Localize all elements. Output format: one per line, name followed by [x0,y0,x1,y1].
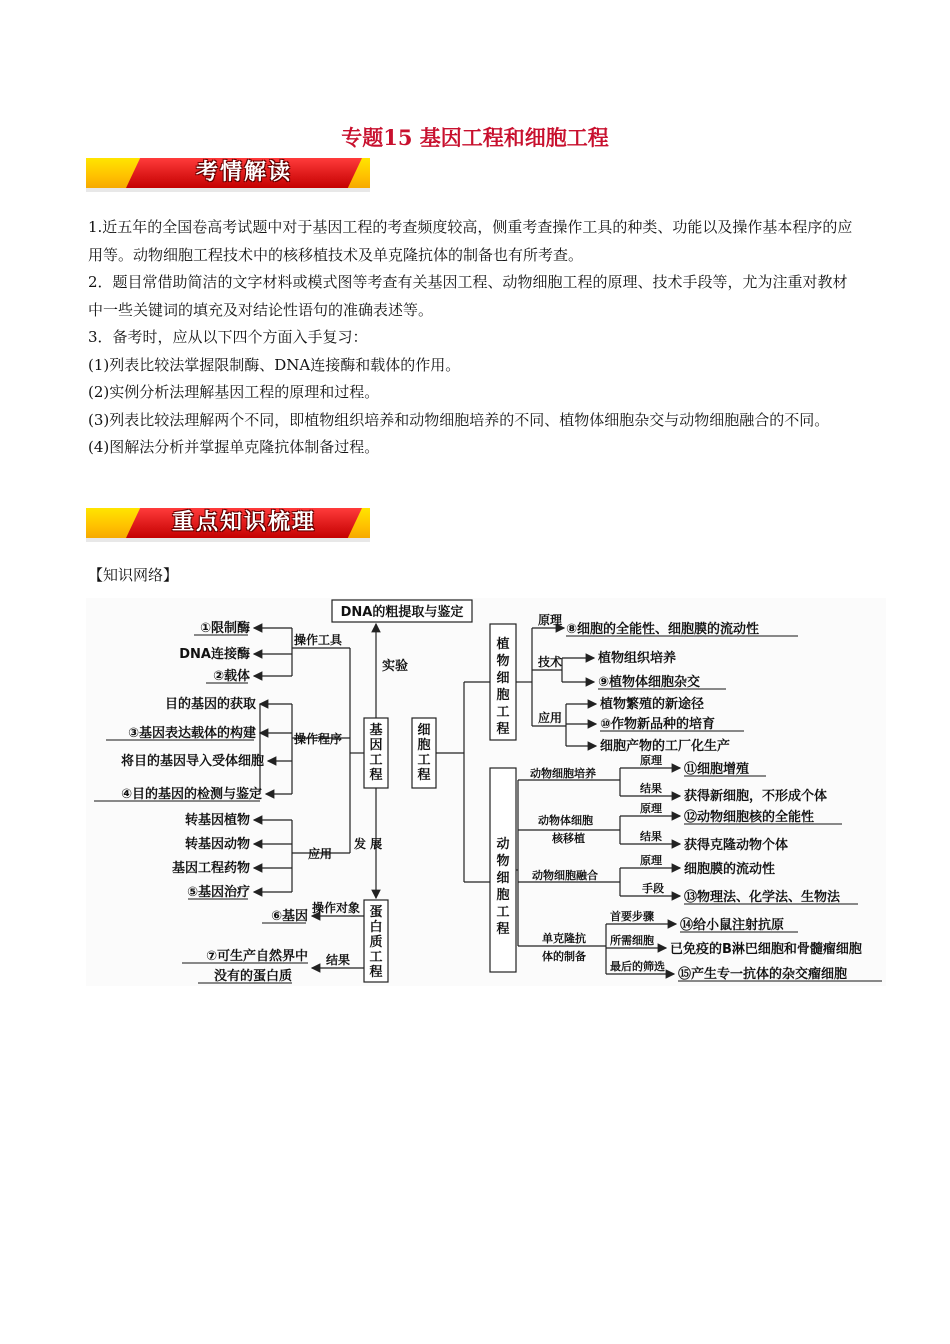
mindmap-svg [86,598,886,986]
plant-cell-engineering-label: 植物细胞工程 [496,637,510,737]
mab-cells-label: 所需细胞 [610,934,654,947]
operate-object-label: 操作对象 [312,901,361,915]
nuclear-principle-label: 原理 [640,802,662,815]
plant-tech-item-2: ⑨植物体细胞杂交 [598,675,701,690]
mab-label-1: 单克隆抗 [542,932,586,945]
fusion-method-label: 手段 [642,882,664,895]
paragraph-5: (2)实例分析法理解基因工程的原理和过程。 [88,383,380,401]
nuclear-label-2: 核移植 [552,832,585,845]
development-label: 发 展 [354,837,383,851]
mab-step-value: ⑭给小鼠注射抗原 [680,918,785,933]
knowledge-network-diagram [86,598,886,986]
experiment-label: 实验 [382,659,409,674]
application-label: 应用 [308,847,333,861]
tool-item-3: ②载体 [212,669,250,684]
culture-principle-value: ⑪细胞增殖 [684,762,750,777]
banner-label: 考情解读 [195,160,292,185]
banner-shadow [86,188,370,192]
tool-item-1: ①限制酶 [199,621,250,636]
plant-principle-label: 原理 [538,613,563,627]
paragraph-6: (3)列表比较法理解两个不同，即植物组织培养和动物细胞培养的不同、植物体细胞杂交与动物细胞融合的不同。 [88,410,830,429]
mab-screen-label: 最后的筛选 [610,960,665,973]
exam-analysis-text [88,214,858,462]
plant-apply-item-1: 植物繁殖的新途径 [600,697,705,712]
mab-screen-value: ⑮产生专一抗体的杂交瘤细胞 [678,967,848,982]
nuclear-result-value: 获得克隆动物个体 [684,838,789,853]
procedure-item-4: ④目的基因的检测与鉴定 [120,787,262,802]
mab-label-2: 体的制备 [542,950,586,963]
culture-label: 动物细胞培养 [530,767,596,780]
fusion-method-value: ⑬物理法、化学法、生物法 [684,890,841,905]
fusion-principle-label: 原理 [640,854,662,867]
tool-item-2: DNA连接酶 [179,647,250,662]
knowledge-network-label: 【知识网络】 [88,566,179,584]
page-title: 专题15 基因工程和细胞工程 [341,125,609,150]
section-banner-key-knowledge [86,508,370,542]
tools-label: 操作工具 [294,633,343,647]
application-item-2: 转基因动物 [184,837,250,852]
gene-engineering-label: 基因工程 [369,723,383,783]
fusion-label: 动物细胞融合 [532,869,598,882]
fusion-principle-value: 细胞膜的流动性 [684,862,776,877]
nuclear-label-1: 动物体细胞 [538,814,593,827]
protein-engineering-label: 蛋白质工程 [369,905,383,980]
procedure-item-3: 将目的基因导入受体细胞 [120,754,264,769]
section-banner-exam-analysis [86,158,370,192]
nuclear-result-label: 结果 [640,830,662,843]
protein-result-line-1: ⑦可生产自然界中 [205,949,308,964]
plant-tech-item-1: 植物组织培养 [598,651,677,666]
paragraph-4: (1)列表比较法掌握限制酶、DNA连接酶和载体的作用。 [88,355,461,374]
culture-result-label: 结果 [640,782,662,795]
paragraph-7: (4)图解法分析并掌握单克隆抗体制备过程。 [88,438,380,456]
banner-shadow [86,538,370,542]
mab-step-label: 首要步骤 [610,910,654,923]
protein-result-label: 结果 [326,953,351,967]
procedure-item-2: ③基因表达载体的构建 [127,726,256,741]
plant-apply-label: 应用 [538,711,563,725]
protein-result-line-2: 没有的蛋白质 [213,969,292,984]
plant-apply-item-2: ⑩作物新品种的培育 [600,717,716,732]
operate-object-value: ⑥基因 [270,909,308,924]
plant-tech-label: 技术 [538,655,563,669]
application-item-4: ⑤基因治疗 [186,885,250,900]
culture-result-value: 获得新细胞，不形成个体 [684,789,828,804]
paragraph-2: 2．题目常借助简洁的文字材料或模式图等考查有关基因工程、动物细胞工程的原理、技术手段等，尤为注重对教材中一些关键词的填充及对结论性语句的准确表述等。 [88,273,848,319]
plant-principle-value: ⑧细胞的全能性、细胞膜的流动性 [566,622,760,637]
animal-cell-engineering-label: 动物细胞工程 [496,837,510,937]
banner-label: 重点知识梳理 [171,510,316,535]
cell-engineering-label: 细胞工程 [417,723,431,783]
procedure-label: 操作程序 [294,732,343,746]
culture-principle-label: 原理 [640,754,662,767]
paragraph-3: 3．备考时，应从以下四个方面入手复习： [88,328,368,346]
application-item-1: 转基因植物 [184,813,250,828]
dna-extraction-label: DNA的粗提取与鉴定 [340,605,464,620]
animal-cell-engineering-box [490,768,516,972]
mab-cells-value: 已免疫的B淋巴细胞和骨髓瘤细胞 [670,942,862,957]
procedure-item-1: 目的基因的获取 [164,697,256,712]
application-item-3: 基因工程药物 [171,861,250,876]
paragraph-1: 1.近五年的全国卷高考试题中对于基因工程的考查频度较高，侧重考查操作工具的种类、功能以及操作基本程序的应用等。动物细胞工程技术中的核移植技术及单克隆抗体的制备也有所考查。 [88,218,853,264]
nuclear-principle-value: ⑫动物细胞核的全能性 [684,810,815,825]
plant-apply-item-3: 细胞产物的工厂化生产 [600,739,731,754]
